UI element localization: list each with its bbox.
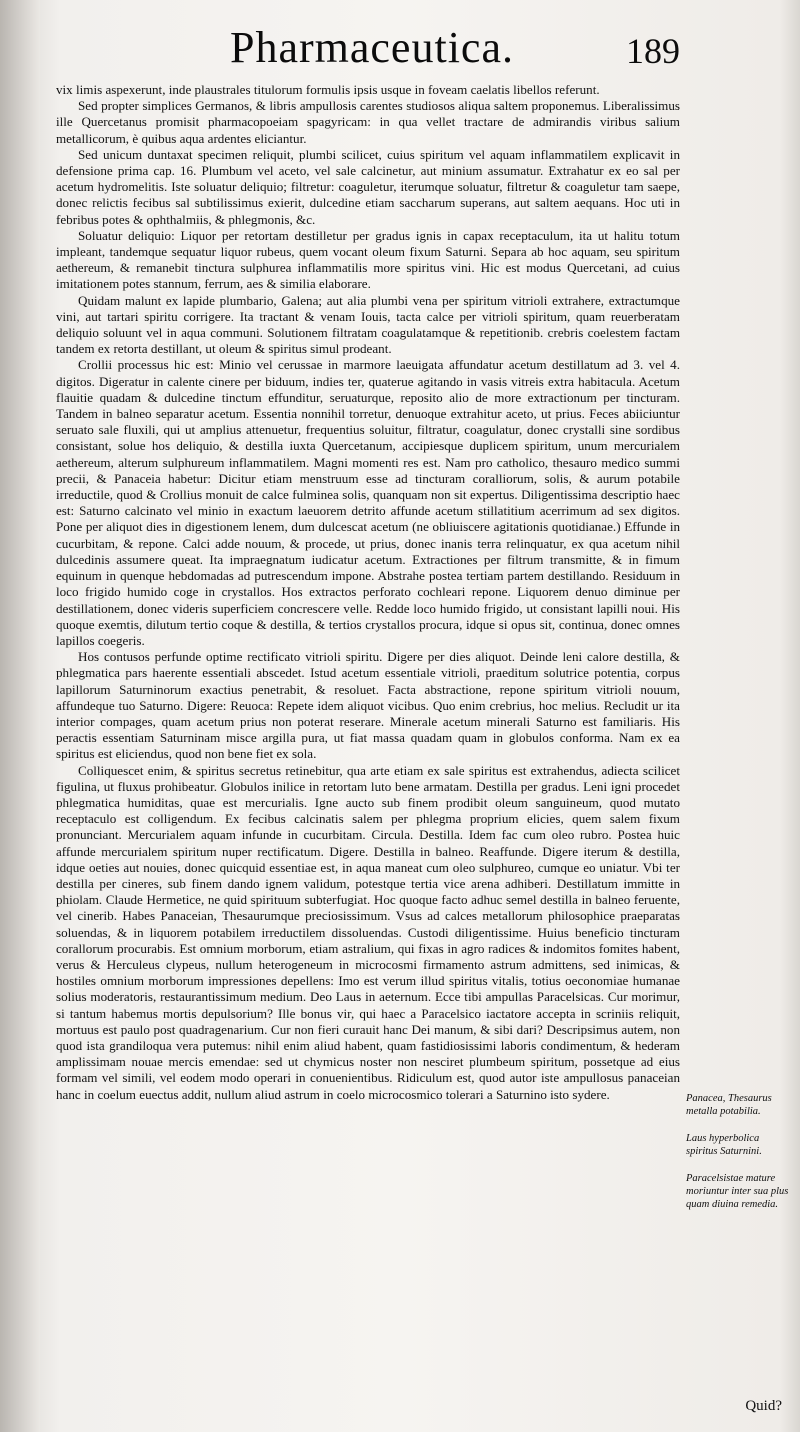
body-text: [56, 82, 680, 1103]
paragraph: Colliquescet enim, & spiritus secretus retinebitur, qua arte etiam ex sale spiritus est extrahendus, adiecta scilicet figulina, ut fluxus prohibeatur. Globulos inilice in retortam luto bene armatam. Destilla per gradus. Leni igni procedet phlegmatica humiditas, quae est mercurialis. Igne aucto sub finem prodibit oleum sanguineum, quod mutato receptaculo est colligendum. Ex fecibus calcinatis salem per phlegma proprium elicies, quem salem fixum pronunciant. Mercurialem aquam infunde in cucurbitam. Circula. Destilla. Idem fac cum oleo rubro. Postea huic affunde mercurialem spiritum nuper rectificatum. Digere. Destilla in balneo. Reaffunde. Digere iterum & destilla, idque oeties aut nouies, donec quicquid essentiae est, in aqua maneat cum oleo sulphureo, cumque eo uniatur. Vbi ter destilla per cineres, sub finem dando ignem validum, potestque tertia vice arena adhiberi. Destillatum immitte in phiolam. Claude Hermetice, ne quid spirituum subterfugiat. Hoc quoque facto adhuc semel destilla in balneo feruente, vel cinerib. Habes Panaceian, Thesaurumque preciosissimum. Vsus ad calces metallorum philosophice praeparatas soluendas, & in liquorem potabilem irreductilem dissoluendas. Custodi diligentissime. Huius beneficio tincturam corallorum procurabis. Est omnium morborum, etiam astralium, qui fixas in agro radices & indomitos fomites habent, verus & Herculeus clypeus, nullum heterogeneum in microcosmi firmamento astrum admittens, sed inimicas, & hostiles omnium morborum impressiones depellens: Imo est verum illud spiritus vitalis, totius oeconomiae humanae solius moderatoris, restaurantissimum medium. Deo Laus in aeternum. Ecce tibi ampullas Paracelsicas. Cur morimur, si tantum habemus mortis depulsorium? Ille bonus vir, qui haec a Paracelsico iactatore accepta in scriniis reliquit, mortuus est paulo post quadragenarium. Cur non fieri curauit hanc Dei manum, & sibi dari? Descripsimus autem, non quod ista grandiloqua vera putemus: nihil enim aliud habent, quam fastidiosissimi laboris condimentum, & hederam amplissimam nouae mercis emendae: sed ut chymicus noster non nesciret plumbeum spiritum, possetque ad eius formam vel simili, vel eodem modo operari in conuenientibus. Ridiculum est, quod autor iste ampullosus panaceian hanc in coelum euectus addit, nullum aliud astrum in coelo microcosmico tolerari a Saturnino isto sydere.: [56, 762, 680, 1102]
paragraph: Hos contusos perfunde optime rectificato vitrioli spiritu. Digere per dies aliquot. Deinde leni calore destilla, & phlegmatica pars haerente essentiali abscedet. Istud acetum essentiale vitrioli, praeditum solutrice potentia, corpus lapillorum Saturninorum exactius penetrabit, & resoluet. Facta abstractione, repone spiritum vitrioli nouum, affundeque tuo Saturno. Digere: Reuoca: Repete idem aliquot vicibus. Quo enim crebrius, hoc melius. Recludit ur ita interior compages, quam acetum prius non poterat reserare. Minerale acetum minerali Saturno est familiaris. His peractis essentiam Saturninam misce argilla pura, ut fiat massa quadam quam in globulos conforma. Nam ex ea spiritus est eliciendus, quod non bene fiet ex sola.: [56, 649, 680, 762]
page-edge-shadow: [0, 0, 40, 1432]
margin-note: Paracelsistae mature moriuntur inter sua plus quam diuina remedia.: [686, 1173, 789, 1210]
page-header: [230, 22, 680, 84]
catchword: Quid?: [745, 1398, 782, 1414]
paragraph: Sed unicum duntaxat specimen reliquit, plumbi scilicet, cuius spiritum vel aquam inflammatilem explicavit in defensione prima cap. 16. Plumbum vel aceto, vel sale calcinetur, aut minium assumatur. Extrahatur ex eo sal per acetum hydromelitis. Iste soluatur deliquio; filtretur: coaguletur, iterumque soluatur, filtretur & coaguletur tam saepe, donec relictis fecibus sal subtilissimus exierit, dulcedine etiam saccharum superans, aut saltem aequans. Hoc uti in febribus potes & ophthalmiis, & phlegmonis, &c.: [56, 146, 680, 227]
page-number: 189: [626, 31, 680, 71]
running-title: Pharmaceutica.: [230, 23, 514, 72]
margin-notes: [686, 1092, 790, 1225]
paragraph: Crollii processus hic est: Minio vel cerussae in marmore laeuigata affundatur acetum destillatum ad 3. vel 4. digitos. Digeratur in calente cinere per biduum, indies ter, quaterue agitando in vasis vitreis extra habitacula. Acetum flauitie quadam & dulcedine tinctum effunditur, seruaturque, reposito alio de more extractionum per tincturam. Tandem in balneo separatur acetum. Essentia nonnihil torretur, denuoque extrahitur aceto, ut prius. Feces abiiciuntur seruato sale fluxili, qui ut amplius attenuetur, frequentius soluitur, filtratur, coagulatur, donec crystalli sine sordibus consistant, solue hos deliquio, & destilla iuxta Quercetanum, accipiesque duplicem spiritum, unum mercurialem aethereum, alterum sulphureum inflammatilem. Magni momenti res est. Nam pro catholico, thesauro medico summi precii, & Panaceia habetur: Dicitur etiam menstruum esse ad tincturam coralliorum, solis, & aurum potabile irreductile, quod & Crollius monuit de calce fulminea solis, quanquam non sit expertus. Diligentissima descriptio haec est: Saturno calcinato vel minio in exactum laeuorem detrito affunde acetum stillatitium acerrimum ad sex digitos. Pone per aliquot dies in digestionem lenem, dum dulcescat acetum (ne obliuiscere agitationis quotidianae.) Effunde in cucurbitam, & repone. Calci adde nouum, & procede, ut prius, donec inanis terra relinquatur, ex qua acetum nihil dulcedinis assumere queat. Ita impraegnatum iudicatur acetum. Extractiones per filtrum transmitte, & in fimum equinum in quenque hebdomadas ad putrescendum impone. Abstrahe postea tertiam partem destillando. Residuum in loco frigido humido coge in crystallos. Hos extractos perforato cochleari repone. Liquorem denuo diminue per destillationem, donec videris superficiem concrescere velle. Redde loco humido frigido, ut consistant lapilli noui. His quoque exemtis, dilutum tertio coque & destilla, & tertios crystallos procura, idque si opus sit, continua, donec omnes lapillos coegeris.: [56, 357, 680, 648]
paragraph: Quidam malunt ex lapide plumbario, Galena; aut alia plumbi vena per spiritum vitrioli extrahere, extractumque vini, aut tartari spiritu corrigere. Ita tractant & venam Iouis, tacta calce per vitrioli spiritum, quam reuerberatam deliquio soluunt vel in aqua communi. Solutionem filtratam coagulatamque & repetitionib. crebris coelestem factam tandem ex retorta destillant, ut oleum & spiritus simul prodeant.: [56, 292, 680, 357]
margin-note: Laus hyperbolica spiritus Saturnini.: [686, 1133, 762, 1157]
paragraph: Soluatur deliquio: Liquor per retortam destilletur per gradus ignis in capax receptaculum, ita ut halitu totum impleant, tandemque sequatur liquor rubeus, quem vocant oleum fixum Saturni. Separa ab hoc aquam, seu spiritum aethereum, & remanebit tinctura sulphurea inflammatilis more spiritus vini. Hic est modus Quercetani, ad cuius imitationem potes stannum, ferrum, aes & similia elaborare.: [56, 227, 680, 292]
margin-note: Panacea, Thesaurus metalla potabilia.: [686, 1093, 772, 1117]
paragraph: vix limis aspexerunt, inde plaustrales titulorum formulis ipsis usque in foveam caelatis libellos referunt.: [56, 82, 600, 97]
paragraph: Sed propter simplices Germanos, & libris ampullosis carentes studiosos aliqua saltem proponemus. Liberalissimus ille Quercetanus promisit pharmacopoeiam spagyricam: in qua vellet tractare de admirandis viribus salium metallicorum, è quibus aqua ardentes eliciantur.: [56, 98, 680, 146]
